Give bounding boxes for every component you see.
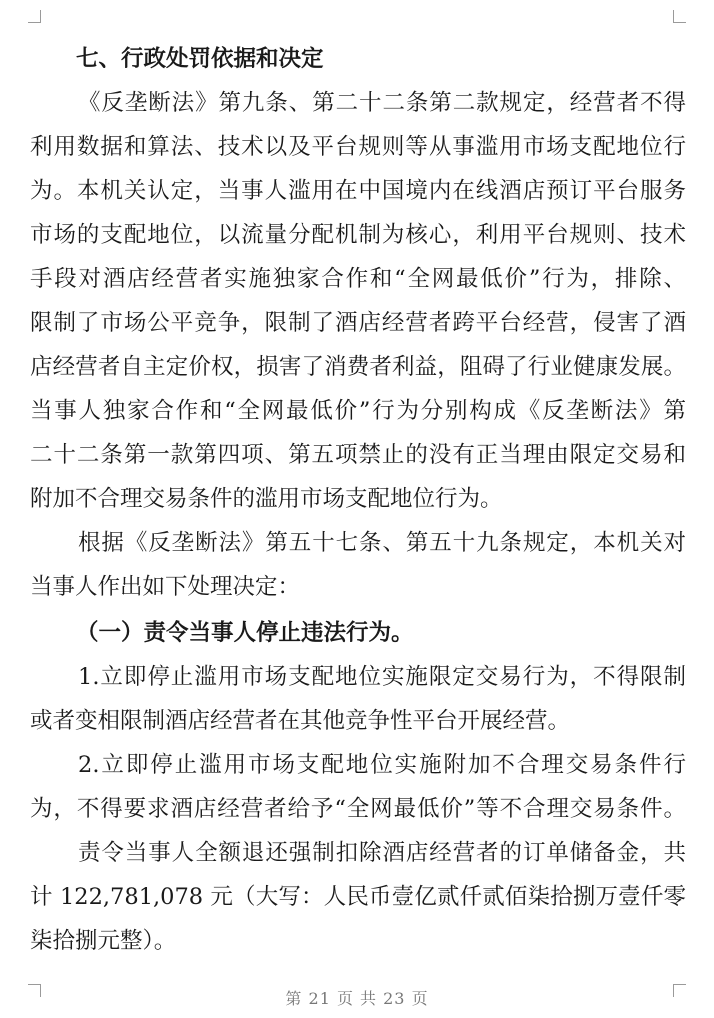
refund-line-3: 柒拾捌元整）。	[30, 928, 177, 954]
item-2-line-2: 为，不得要求酒店经营者给予“全网最低价”等不合理交易条件。	[30, 796, 686, 822]
paragraph-1-line-1: 《反垄断法》第九条、第二十二条第二款规定，经营者不得	[78, 90, 686, 116]
decision-heading-1: （一）责令当事人停止违法行为。	[76, 620, 414, 646]
paragraph-1-line-7: 店经营者自主定价权，损害了消费者利益，阻碍了行业健康发展。	[30, 354, 686, 380]
item-1-line-1: 1.立即停止滥用市场支配地位实施限定交易行为，不得限制	[78, 664, 686, 690]
paragraph-1-line-8: 当事人独家合作和“全网最低价”行为分别构成《反垄断法》第	[30, 398, 686, 424]
paragraph-1-line-2: 利用数据和算法、技术以及平台规则等从事滥用市场支配地位行	[30, 134, 686, 160]
crop-mark-top-left	[28, 10, 41, 23]
refund-line-2: 计 122,781,078 元（大写：人民币壹亿贰仟贰佰柒拾捌万壹仟零	[30, 884, 686, 910]
item-2-line-1: 2.立即停止滥用市场支配地位实施附加不合理交易条件行	[78, 752, 686, 778]
paragraph-1-line-3: 为。本机关认定，当事人滥用在中国境内在线酒店预订平台服务	[30, 178, 686, 204]
page-number-footer: 第 21 页 共 23 页	[285, 989, 429, 1008]
paragraph-2-line-2: 当事人作出如下处理决定：	[30, 574, 301, 600]
section-heading: 七、行政处罚依据和决定	[76, 46, 324, 72]
paragraph-1-line-10: 附加不合理交易条件的滥用市场支配地位行为。	[30, 486, 503, 512]
refund-line-1: 责令当事人全额退还强制扣除酒店经营者的订单储备金，共	[78, 840, 686, 866]
paragraph-1-line-4: 市场的支配地位，以流量分配机制为核心，利用平台规则、技术	[30, 222, 686, 248]
crop-mark-top-right	[673, 10, 686, 23]
paragraph-2-line-1: 根据《反垄断法》第五十七条、第五十九条规定，本机关对	[78, 530, 686, 556]
paragraph-1-line-5: 手段对酒店经营者实施独家合作和“全网最低价”行为，排除、	[30, 266, 686, 292]
paragraph-1-line-9: 二十二条第一款第四项、第五项禁止的没有正当理由限定交易和	[30, 442, 686, 468]
item-1-line-2: 或者变相限制酒店经营者在其他竞争性平台开展经营。	[30, 708, 571, 734]
paragraph-1-line-6: 限制了市场公平竞争，限制了酒店经营者跨平台经营，侵害了酒	[30, 310, 686, 336]
